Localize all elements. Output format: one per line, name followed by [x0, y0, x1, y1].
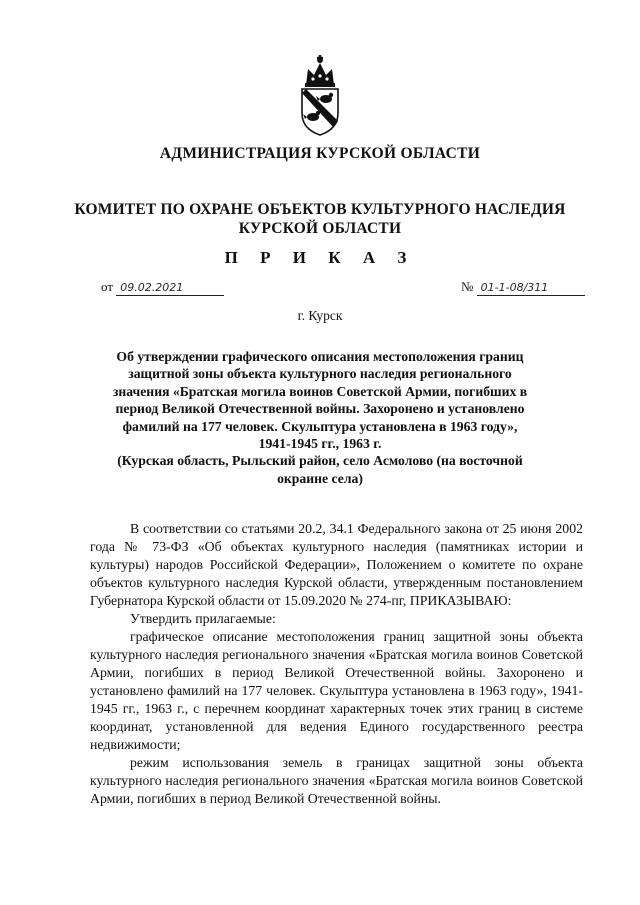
organization-name: АДМИНИСТРАЦИЯ КУРСКОЙ ОБЛАСТИ — [159, 145, 481, 162]
document-type: П Р И К А З — [224, 248, 416, 267]
date-prefix: от — [101, 279, 114, 294]
subject-line: (Курская область, Рыльский район, село Асмолово (на восточной — [117, 453, 523, 469]
subject-line: защитной зоны объекта культурного наследия регионального — [128, 366, 512, 382]
body-paragraph: режим использования земель в границах защитной зоны объекта культурного наследия регионального значения «Братская могила воинов Советской Армии, погибших в период Великой Отечественной войны. — [90, 755, 583, 806]
committee-name — [0, 200, 640, 238]
subject-line: 1941-1945 гг., 1963 г. — [258, 436, 382, 452]
committee-name-line1: КОМИТЕТ ПО ОХРАНЕ ОБЪЕКТОВ КУЛЬТУРНОГО НАСЛЕДИЯ — [74, 201, 566, 218]
subject-line: окраине села) — [277, 470, 363, 486]
subject-line: период Великой Отечественной войны. Захоронено и установлено — [115, 401, 525, 417]
date-value: 09.02.2021 — [116, 281, 224, 296]
body-paragraph: Утвердить прилагаемые: — [130, 611, 276, 626]
order-subject — [80, 348, 560, 487]
body-paragraph: графическое описание местоположения границ защитной зоны объекта культурного наследия регионального значения «Братская могила воинов Советской Армии, погибших в период Великой Отечественной войны. Захоронено и установлено фамилий на 177 человек. Скульптура установлена в 1963 году», 1941-1945 гг., 1963 г., с перечнем координат характерных точек этих границ в системе координат, установленной для ведения Единого государственного реестра недвижимости; — [90, 629, 583, 752]
committee-name-line2: КУРСКОЙ ОБЛАСТИ — [238, 220, 402, 237]
subject-line: Об утверждении графического описания местоположения границ — [116, 349, 524, 364]
order-number — [461, 279, 585, 296]
number-value: 01-1-08/311 — [477, 281, 585, 296]
subject-line: фамилий на 177 человек. Скульптура установлена в 1963 году», — [122, 418, 518, 434]
body-paragraph: В соответствии со статьями 20.2, 34.1 Федерального закона от 25 июня 2002 года № 73-ФЗ «Об объектах культурного наследия (памятниках истории и культуры) народов Российской Федерации», Положением о комитете по охране объектов культурного наследия Курской области, утвержденным постановлением Губернатора Курской области от 15.09.2020 № 274-пг, ПРИКАЗЫВАЮ: — [90, 521, 583, 608]
number-prefix: № — [461, 279, 474, 294]
city: г. Курск — [297, 308, 343, 323]
subject-line: значения «Братская могила воинов Советской Армии, погибших в — [112, 383, 528, 399]
order-body — [90, 520, 583, 808]
order-date — [101, 279, 224, 296]
coat-of-arms-icon — [296, 55, 344, 137]
